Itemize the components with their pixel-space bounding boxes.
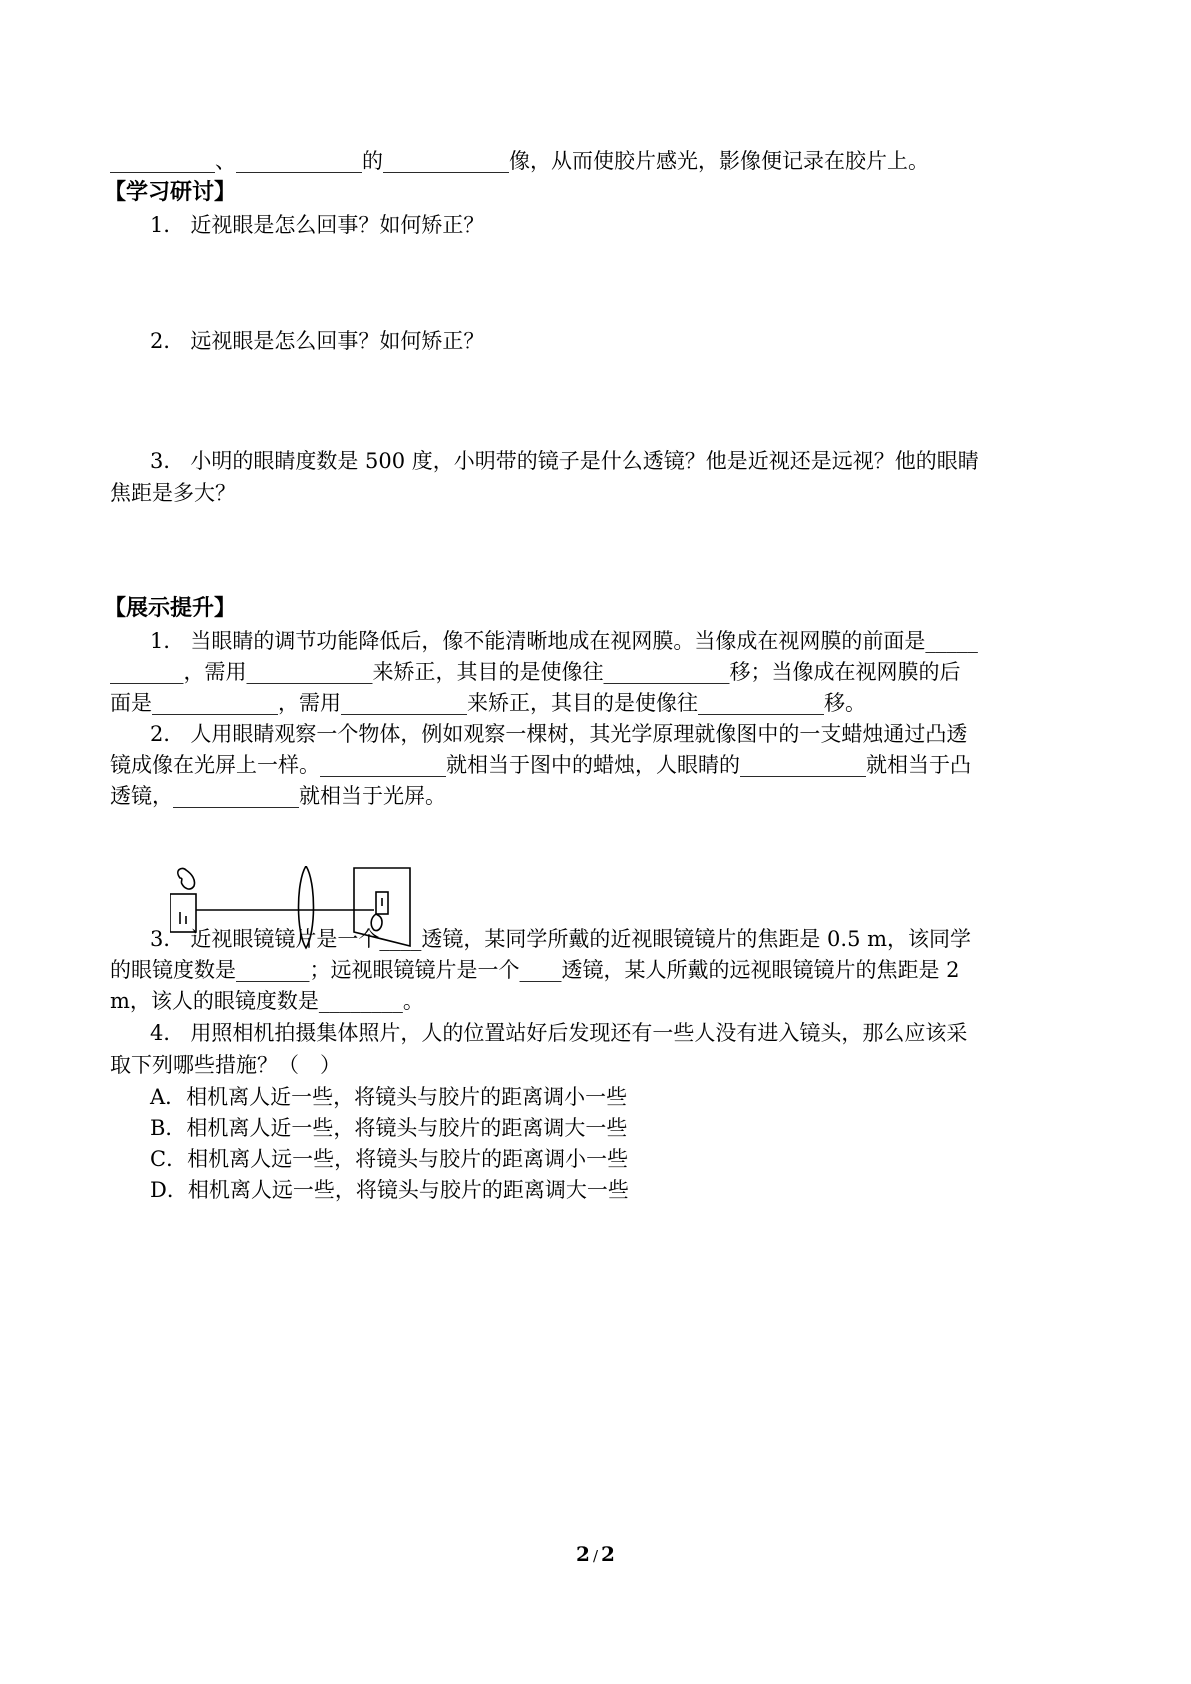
show-question-1-cont: 面是____________，需用____________来矫正，其目的是使像往____________移。 (110, 691, 866, 715)
show-question-1-cont: _______，需用____________来矫正，其目的是使像往____________移；当像成在视网膜的后 (110, 660, 961, 684)
show-question-1 (110, 626, 978, 656)
question-text: 人用眼睛观察一个物体，例如观察一棵树，其光学原理就像图中的一支蜡烛通过凸透 (190, 722, 968, 746)
show-question-4 (110, 1018, 967, 1048)
study-question-1 (110, 210, 484, 240)
page-footer (0, 1542, 1191, 1566)
question-text: 远视眼是怎么回事？如何矫正？ (190, 329, 485, 353)
question-number: 2． (150, 329, 185, 353)
content-area (104, 0, 1090, 1684)
show-question-2 (110, 719, 967, 749)
text-line-camera: __________、____________的____________像，从而使胶片感光，影像便记录在胶片上。 (110, 149, 929, 173)
question-text: 用照相机拍摄集体照片，人的位置站好后发现还有一些人没有进入镜头，那么应该采 (190, 1021, 968, 1045)
section-heading-study: 【学习研讨】 (104, 180, 237, 205)
candle-icon (170, 894, 196, 932)
show-question-3-cont: m，该人的眼镜度数是________。 (110, 989, 424, 1013)
study-question-3-cont: 焦距是多大？ (110, 481, 236, 505)
study-question-2 (110, 326, 484, 356)
question-number: 4． (150, 1021, 185, 1045)
show-question-3-cont: 的眼镜度数是_______；远视眼镜镜片是一个____透镜，某人所戴的远视眼镜镜片的焦距是 2 (110, 958, 960, 982)
page-separator: / (592, 1547, 599, 1565)
candle-lens-screen-diagram (170, 866, 440, 950)
show-question-4-cont: 取下列哪些措施？（ ） (110, 1053, 341, 1077)
option-c: C．相机离人远一些，将镜头与胶片的距离调小一些 (150, 1147, 629, 1171)
convex-lens-icon (299, 866, 314, 948)
study-question-3 (110, 446, 979, 476)
page-total: 2 (601, 1542, 615, 1566)
light-screen-icon (354, 868, 410, 946)
question-text: 近视眼镜镜片是一个____透镜，某同学所戴的近视眼镜镜片的焦距是 0.5 m，该同学 (190, 927, 972, 951)
question-number: 1． (150, 629, 185, 653)
question-number: 3． (150, 927, 185, 951)
question-number: 1． (150, 213, 185, 237)
question-text: 当眼睛的调节功能降低后，像不能清晰地成在视网膜。当像成在视网膜的前面是_____ (190, 629, 978, 653)
question-number: 3． (150, 449, 185, 473)
page-current: 2 (576, 1542, 590, 1566)
option-b: B．相机离人近一些，将镜头与胶片的距离调大一些 (150, 1116, 628, 1140)
show-question-2-cont: 透镜，____________就相当于光屏。 (110, 784, 446, 808)
section-heading-show: 【展示提升】 (104, 596, 237, 621)
candle-flame-icon (178, 868, 195, 889)
show-question-2-cont: 镜成像在光屏上一样。____________就相当于图中的蜡烛，人眼睛的____________就相当于凸 (110, 753, 971, 777)
question-text: 近视眼是怎么回事？如何矫正？ (190, 213, 485, 237)
option-a: A．相机离人近一些，将镜头与胶片的距离调小一些 (150, 1085, 628, 1109)
question-number: 2． (150, 722, 185, 746)
question-text: 小明的眼睛度数是 500 度，小明带的镜子是什么透镜？他是近视还是远视？他的眼睛 (190, 449, 979, 473)
option-d: D．相机离人远一些，将镜头与胶片的距离调大一些 (150, 1178, 629, 1202)
